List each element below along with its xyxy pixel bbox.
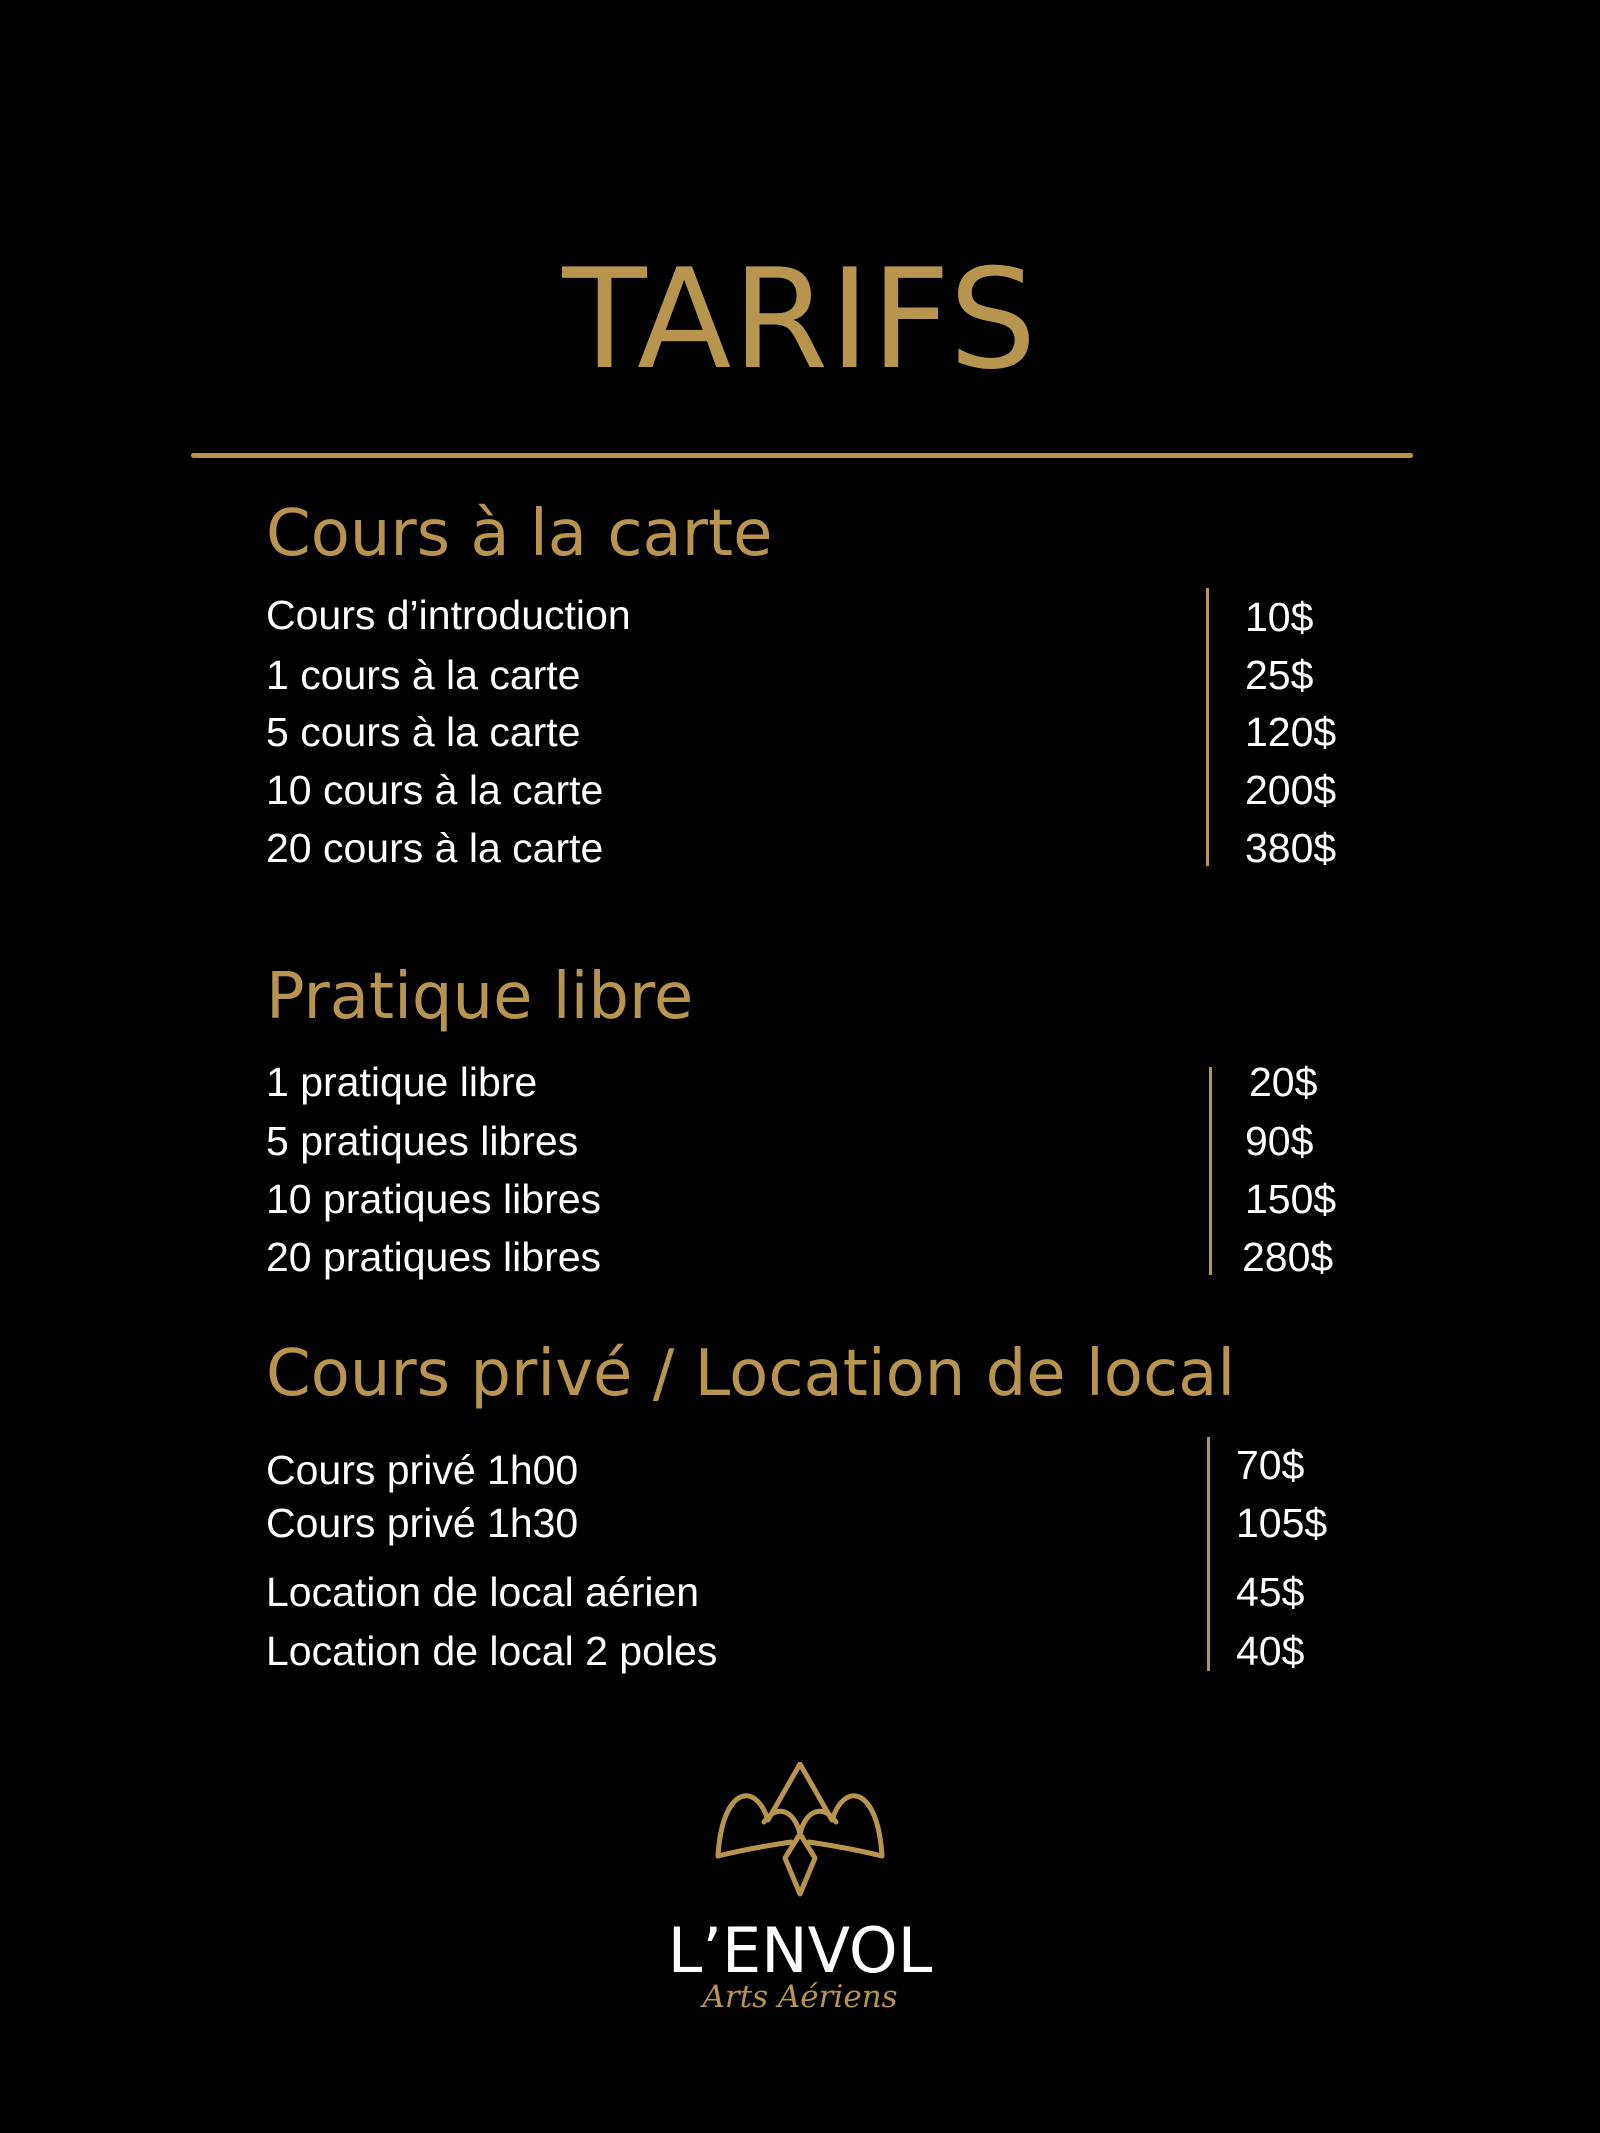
brand-name: L’ENVOL [667,1914,933,1987]
price-item-value: 200$ [1245,767,1337,813]
price-item-value: 20$ [1249,1059,1318,1105]
page-title: TARIFS [562,239,1038,400]
price-item-value: 40$ [1236,1628,1305,1674]
price-item-value: 25$ [1245,652,1314,698]
price-item-value: 280$ [1242,1234,1334,1280]
price-divider [1206,588,1209,866]
section-heading-cours-prive-location: Cours privé / Location de local [266,1337,1236,1411]
price-item-value: 70$ [1236,1442,1305,1488]
price-item-label: 5 pratiques libres [266,1118,579,1164]
price-item-label: 1 pratique libre [266,1059,538,1105]
price-item-label: Cours d’introduction [266,592,631,638]
price-item-value: 380$ [1245,825,1337,871]
section-heading-pratique-libre: Pratique libre [266,960,694,1034]
price-item-label: 10 cours à la carte [266,767,604,813]
price-divider [1207,1437,1210,1671]
price-item-value: 90$ [1245,1118,1314,1164]
price-item-value: 105$ [1236,1500,1328,1546]
price-item-value: 10$ [1245,594,1314,640]
price-item-label: 10 pratiques libres [266,1176,602,1222]
price-item-value: 150$ [1245,1176,1337,1222]
price-item-value: 120$ [1245,709,1337,755]
price-item-label: Location de local 2 poles [266,1628,718,1674]
price-item-label: 5 cours à la carte [266,709,581,755]
section-heading-cours-a-la-carte: Cours à la carte [266,497,773,571]
price-divider [1209,1067,1212,1275]
wings-icon [650,1762,950,2022]
price-item-value: 45$ [1236,1569,1305,1615]
title-divider [191,453,1413,458]
price-item-label: Cours privé 1h30 [266,1500,579,1546]
price-item-label: Cours privé 1h00 [266,1447,579,1493]
price-item-label: 20 pratiques libres [266,1234,602,1280]
brand-tagline: Arts Aériens [702,1979,898,2015]
price-item-label: 1 cours à la carte [266,652,581,698]
brand-logo [0,1762,1600,2022]
price-item-label: 20 cours à la carte [266,825,604,871]
price-item-label: Location de local aérien [266,1569,700,1615]
